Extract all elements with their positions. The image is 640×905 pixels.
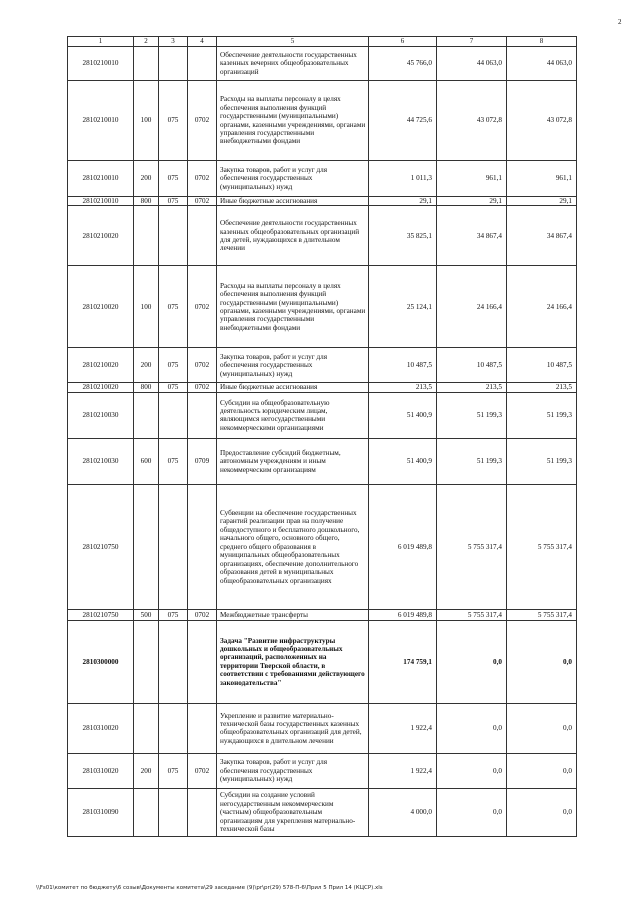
section-cell [188, 703, 217, 753]
amount-col7-cell: 0,0 [437, 620, 507, 703]
expense-type-cell: 200 [134, 161, 159, 197]
expense-type-cell: 100 [134, 266, 159, 348]
section-cell: 0702 [188, 81, 217, 161]
table-row [68, 81, 577, 161]
expense-type-cell: 200 [134, 348, 159, 383]
amount-col8-cell: 961,1 [507, 161, 577, 197]
department-cell: 075 [159, 197, 188, 206]
amount-col8-cell: 5 755 317,4 [507, 484, 577, 609]
amount-col8-cell: 29,1 [507, 197, 577, 206]
amount-col7-cell: 29,1 [437, 197, 507, 206]
expense-type-cell: 100 [134, 81, 159, 161]
amount-col7-cell: 24 166,4 [437, 266, 507, 348]
section-cell [188, 206, 217, 266]
expense-type-cell [134, 392, 159, 438]
section-cell: 0702 [188, 383, 217, 392]
department-cell [159, 47, 188, 81]
description-cell: Закупка товаров, работ и услуг для обеспечения государственных (муниципальных) нужд [217, 161, 369, 197]
kcsr-code-cell: 2810210020 [68, 348, 134, 383]
table-body [68, 47, 577, 837]
amount-col8-cell: 0,0 [507, 703, 577, 753]
amount-col8-cell: 5 755 317,4 [507, 609, 577, 620]
description-cell: Предоставление субсидий бюджетным, автономным учреждениям и иным некоммерческим организациям [217, 438, 369, 484]
table-row [68, 484, 577, 609]
amount-col7-cell: 51 199,3 [437, 392, 507, 438]
department-cell [159, 484, 188, 609]
table-header-row [68, 37, 577, 47]
amount-col8-cell: 24 166,4 [507, 266, 577, 348]
table-row [68, 197, 577, 206]
amount-col6-cell: 10 487,5 [369, 348, 437, 383]
kcsr-code-cell: 2810310020 [68, 753, 134, 788]
table-row [68, 206, 577, 266]
description-cell: Закупка товаров, работ и услуг для обеспечения государственных (муниципальных) нужд [217, 348, 369, 383]
section-cell [188, 47, 217, 81]
amount-col6-cell: 6 019 489,8 [369, 484, 437, 609]
section-cell: 0702 [188, 197, 217, 206]
kcsr-code-cell: 2810210030 [68, 392, 134, 438]
kcsr-code-cell: 2810210020 [68, 383, 134, 392]
kcsr-code-cell: 2810210030 [68, 438, 134, 484]
amount-col8-cell: 0,0 [507, 620, 577, 703]
section-cell: 0702 [188, 753, 217, 788]
kcsr-code-cell: 2810210010 [68, 47, 134, 81]
table-row [68, 266, 577, 348]
description-cell: Обеспечение деятельности государственных казенных общеобразовательных организаций для детей, нуждающихся в длительном лечении [217, 206, 369, 266]
amount-col7-cell: 5 755 317,4 [437, 484, 507, 609]
expense-type-cell: 800 [134, 197, 159, 206]
department-cell [159, 206, 188, 266]
amount-col6-cell: 25 124,1 [369, 266, 437, 348]
department-cell [159, 392, 188, 438]
amount-col8-cell: 51 199,3 [507, 438, 577, 484]
table-row [68, 788, 577, 836]
amount-col6-cell: 213,5 [369, 383, 437, 392]
amount-col6-cell: 35 825,1 [369, 206, 437, 266]
section-cell [188, 788, 217, 836]
section-cell: 0702 [188, 609, 217, 620]
header-cell: 8 [507, 37, 577, 47]
description-cell: Закупка товаров, работ и услуг для обеспечения государственных (муниципальных) нужд [217, 753, 369, 788]
section-cell: 0702 [188, 266, 217, 348]
header-cell: 5 [217, 37, 369, 47]
amount-col6-cell: 174 759,1 [369, 620, 437, 703]
section-cell: 0702 [188, 161, 217, 197]
table-row [68, 47, 577, 81]
kcsr-code-cell: 2810210020 [68, 206, 134, 266]
amount-col7-cell: 34 867,4 [437, 206, 507, 266]
kcsr-code-cell: 2810210010 [68, 197, 134, 206]
amount-col7-cell: 51 199,3 [437, 438, 507, 484]
amount-col6-cell: 51 400,9 [369, 438, 437, 484]
department-cell: 075 [159, 81, 188, 161]
expense-type-cell [134, 703, 159, 753]
table-row [68, 348, 577, 383]
section-cell: 0709 [188, 438, 217, 484]
section-cell [188, 620, 217, 703]
amount-col7-cell: 0,0 [437, 753, 507, 788]
header-cell: 2 [134, 37, 159, 47]
department-cell: 075 [159, 348, 188, 383]
description-cell: Иные бюджетные ассигнования [217, 197, 369, 206]
department-cell: 075 [159, 383, 188, 392]
section-cell: 0702 [188, 348, 217, 383]
expense-type-cell [134, 484, 159, 609]
amount-col6-cell: 1 922,4 [369, 753, 437, 788]
header-cell: 1 [68, 37, 134, 47]
description-cell: Иные бюджетные ассигнования [217, 383, 369, 392]
section-cell [188, 484, 217, 609]
department-cell: 075 [159, 438, 188, 484]
table-row [68, 383, 577, 392]
description-cell: Задача "Развитие инфраструктуры дошкольных и общеобразовательных организаций, расположенных на территории Тверской области, в соответствии с требованиями действующего законодательства" [217, 620, 369, 703]
kcsr-code-cell: 2810210010 [68, 81, 134, 161]
header-cell: 6 [369, 37, 437, 47]
amount-col7-cell: 10 487,5 [437, 348, 507, 383]
description-cell: Расходы на выплаты персоналу в целях обеспечения выполнения функций государственными (муниципальными) органами, казенными учреждениями, органами управления государственными внебюджетными фондами [217, 266, 369, 348]
description-cell: Субвенции на обеспечение государственных гарантий реализации прав на получение общедоступного и бесплатного дошкольного, начального общего, основного общего, среднего общего образования в муниципальных общеобразовательных организациях, обеспечение дополнительного образования детей в муниципальных общеобразовательных организациях [217, 484, 369, 609]
amount-col6-cell: 44 725,6 [369, 81, 437, 161]
expense-type-cell: 500 [134, 609, 159, 620]
header-cell: 3 [159, 37, 188, 47]
description-cell: Обеспечение деятельности государственных казенных вечерних общеобразовательных организаций [217, 47, 369, 81]
amount-col7-cell: 5 755 317,4 [437, 609, 507, 620]
amount-col6-cell: 1 922,4 [369, 703, 437, 753]
header-cell: 7 [437, 37, 507, 47]
expense-type-cell [134, 620, 159, 703]
amount-col6-cell: 45 766,0 [369, 47, 437, 81]
page-number: 2 [618, 18, 622, 26]
amount-col7-cell: 0,0 [437, 703, 507, 753]
amount-col6-cell: 1 011,3 [369, 161, 437, 197]
amount-col8-cell: 10 487,5 [507, 348, 577, 383]
amount-col8-cell: 213,5 [507, 383, 577, 392]
department-cell: 075 [159, 753, 188, 788]
kcsr-code-cell: 2810210750 [68, 609, 134, 620]
amount-col7-cell: 43 072,8 [437, 81, 507, 161]
expense-type-cell [134, 47, 159, 81]
amount-col8-cell: 0,0 [507, 753, 577, 788]
amount-col8-cell: 34 867,4 [507, 206, 577, 266]
description-cell: Укрепление и развитие материально-технической базы государственных казенных общеобразовательных организаций для детей, нуждающихся в длительном лечении [217, 703, 369, 753]
header-cell: 4 [188, 37, 217, 47]
amount-col7-cell: 213,5 [437, 383, 507, 392]
table-row [68, 609, 577, 620]
department-cell: 075 [159, 609, 188, 620]
department-cell [159, 703, 188, 753]
description-cell: Расходы на выплаты персоналу в целях обеспечения выполнения функций государственными (муниципальными) органами, казенными учреждениями, органами управления государственными внебюджетными фондами [217, 81, 369, 161]
table-row [68, 438, 577, 484]
expense-type-cell [134, 788, 159, 836]
expense-type-cell [134, 206, 159, 266]
description-cell: Межбюджетные трансферты [217, 609, 369, 620]
expense-type-cell: 800 [134, 383, 159, 392]
footer-file-path: \\Fs01\комитет по бюджету\6 созыв\Документы комитета\29 заседание (9)\pr\pr(29) 578-П-6\Прил 5 Прил 14 (КЦСР).xls [36, 885, 383, 891]
amount-col6-cell: 51 400,9 [369, 392, 437, 438]
table-row [68, 620, 577, 703]
amount-col6-cell: 29,1 [369, 197, 437, 206]
kcsr-code-cell: 2810210020 [68, 266, 134, 348]
amount-col7-cell: 44 063,0 [437, 47, 507, 81]
expense-type-cell: 600 [134, 438, 159, 484]
department-cell: 075 [159, 161, 188, 197]
amount-col8-cell: 43 072,8 [507, 81, 577, 161]
amount-col6-cell: 4 000,0 [369, 788, 437, 836]
kcsr-code-cell: 2810210750 [68, 484, 134, 609]
table-row [68, 392, 577, 438]
kcsr-code-cell: 2810310090 [68, 788, 134, 836]
amount-col7-cell: 961,1 [437, 161, 507, 197]
kcsr-code-cell: 2810310020 [68, 703, 134, 753]
table-row [68, 703, 577, 753]
amount-col8-cell: 51 199,3 [507, 392, 577, 438]
expense-type-cell: 200 [134, 753, 159, 788]
department-cell [159, 788, 188, 836]
department-cell [159, 620, 188, 703]
amount-col8-cell: 0,0 [507, 788, 577, 836]
section-cell [188, 392, 217, 438]
kcsr-code-cell: 2810210010 [68, 161, 134, 197]
department-cell: 075 [159, 266, 188, 348]
description-cell: Субсидии на общеобразовательную деятельность юридическим лицам, являющимся негосударственными некоммерческими организациями [217, 392, 369, 438]
budget-table [67, 36, 577, 837]
table-row [68, 753, 577, 788]
amount-col7-cell: 0,0 [437, 788, 507, 836]
amount-col6-cell: 6 019 489,8 [369, 609, 437, 620]
amount-col8-cell: 44 063,0 [507, 47, 577, 81]
table-row [68, 161, 577, 197]
kcsr-code-cell: 2810300000 [68, 620, 134, 703]
description-cell: Субсидии на создание условий негосударственным некоммерческим (частным) общеобразовательным организациям для укрепления материально-технической базы [217, 788, 369, 836]
